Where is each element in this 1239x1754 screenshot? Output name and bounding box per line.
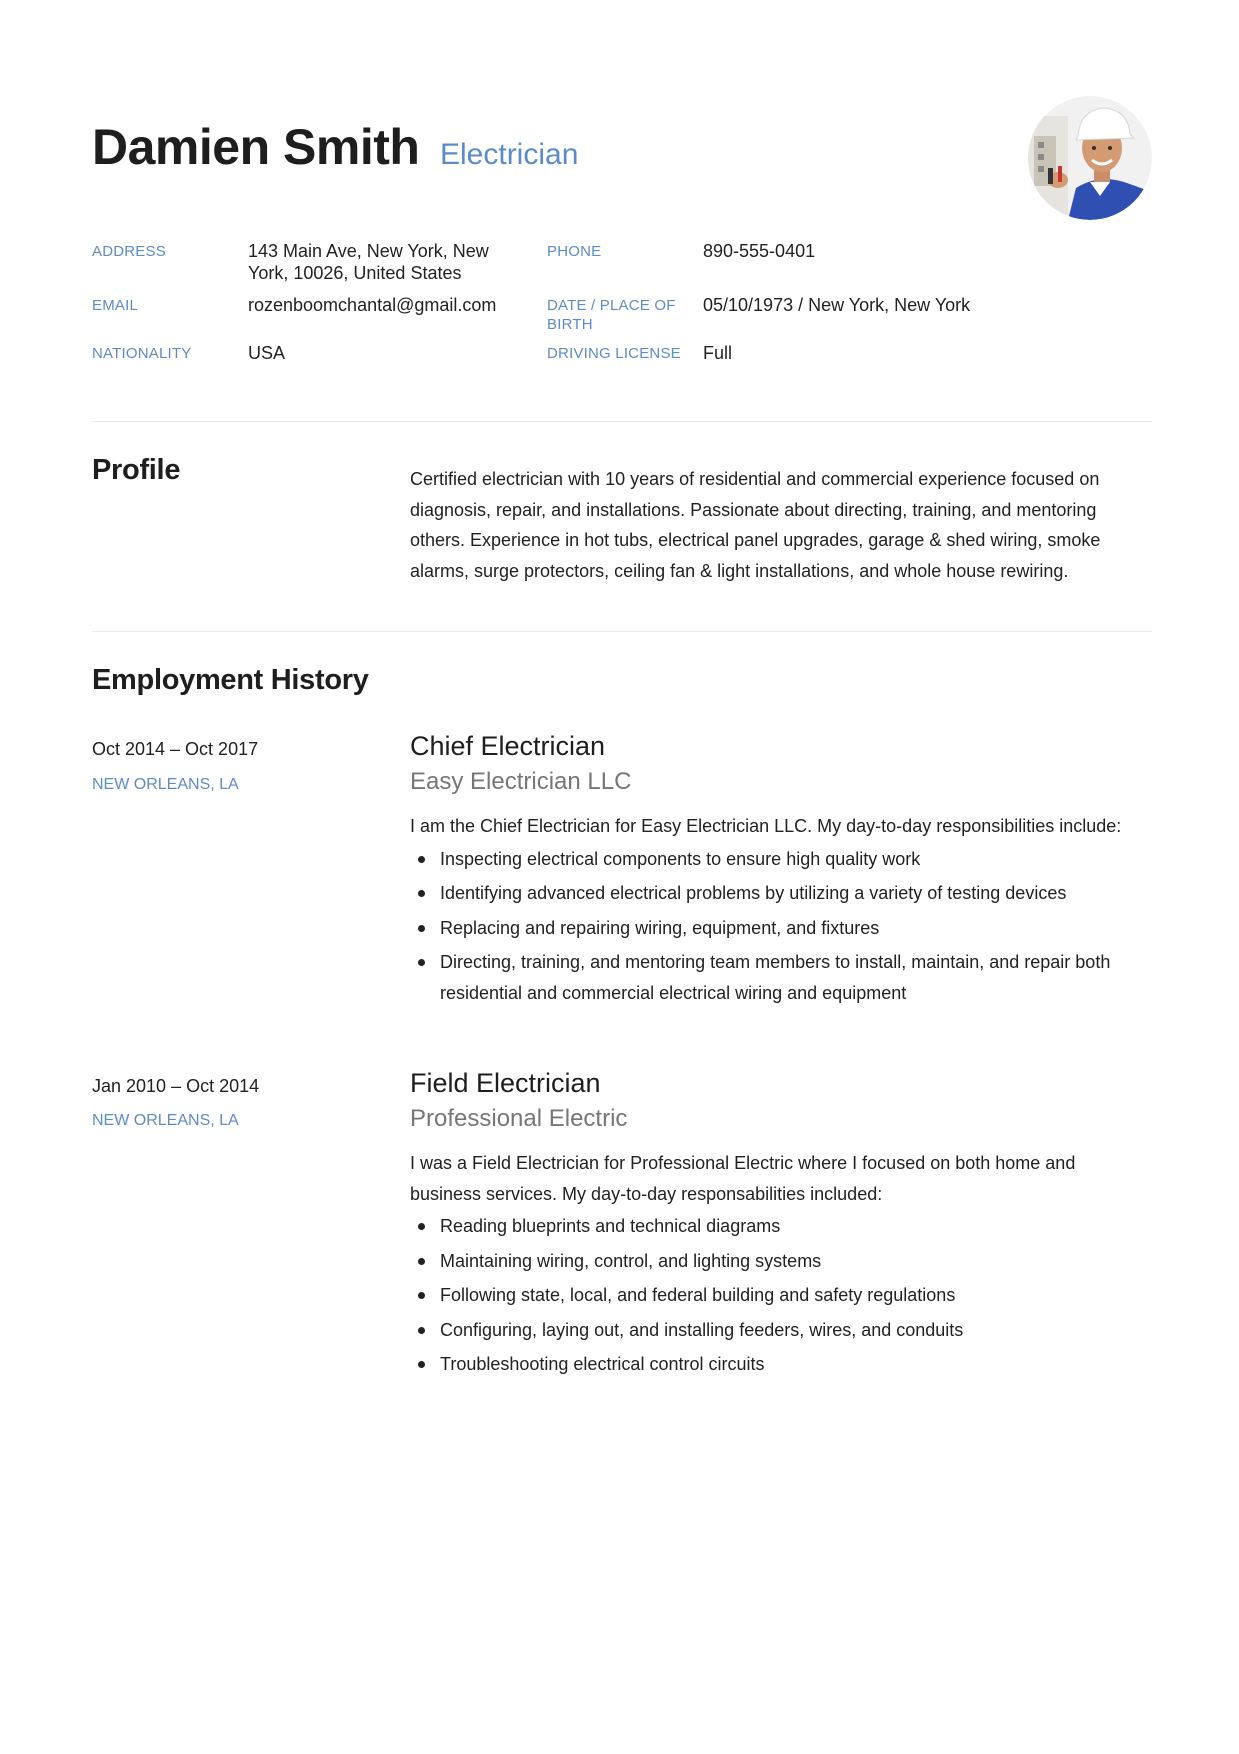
- bullet-icon: [418, 959, 425, 966]
- driving-license-value: Full: [703, 343, 733, 363]
- list-item-text: Troubleshooting electrical control circuits: [440, 1354, 765, 1374]
- email-label: EMAIL: [92, 297, 139, 314]
- bullet-icon: [418, 925, 425, 932]
- dob-label: DATE / PLACE OF BIRTH: [547, 297, 676, 333]
- candidate-job-title: Electrician: [440, 138, 579, 171]
- list-item-text: Configuring, laying out, and installing feeders, wires, and conduits: [440, 1319, 964, 1340]
- driving-license-label: DRIVING LICENSE: [547, 345, 681, 362]
- job-dates: Oct 2014 – Oct 2017: [92, 739, 259, 759]
- list-item: [410, 947, 1140, 1008]
- bullet-icon: [418, 1292, 425, 1299]
- email-value: rozenboomchantal@gmail.com: [248, 295, 497, 315]
- bullet-icon: [418, 856, 425, 863]
- job-location: NEW ORLEANS, LA: [92, 776, 239, 793]
- list-item-text: Directing, training, and mentoring team members to install, maintain, and repair both residential and commercial electrical wiring and equipment: [440, 952, 1111, 1003]
- address-value: 143 Main Ave, New York, New York, 10026, United States: [248, 241, 489, 283]
- list-item: [410, 1211, 1140, 1242]
- nationality-value: USA: [248, 343, 286, 363]
- list-item-text: Inspecting electrical components to ensure high quality work: [440, 848, 921, 869]
- address-label: ADDRESS: [92, 243, 166, 260]
- job-responsibilities-list: [410, 1211, 1140, 1380]
- nationality-label: NATIONALITY: [92, 345, 192, 362]
- divider: [92, 421, 1152, 422]
- job-company: Easy Electrician LLC: [410, 768, 632, 795]
- list-item-text: Replacing and repairing wiring, equipment, and fixtures: [440, 917, 880, 938]
- bullet-icon: [418, 1361, 425, 1368]
- bullet-icon: [418, 1327, 425, 1334]
- divider: [92, 631, 1152, 632]
- profile-summary: Certified electrician with 10 years of residential and commercial experience focused on diagnosis, repair, and installations. Passionate about directing, training, and mentoring others. Experience in hot tubs, electrical panel upgrades, garage & shed wiring, smoke alarms, surge protectors, ceiling fan & light installations, and whole house rewiring.: [410, 469, 1101, 581]
- list-item: [410, 913, 1140, 944]
- job-description: I am the Chief Electrician for Easy Electrician LLC. My day-to-day responsibilities include:: [410, 816, 1122, 836]
- employment-history-heading: Employment History: [92, 664, 369, 696]
- list-item: [410, 1246, 1140, 1277]
- job-responsibilities-list: [410, 844, 1140, 1009]
- profile-heading: Profile: [92, 454, 181, 486]
- avatar-illustration: [1028, 96, 1152, 220]
- job-company: Professional Electric: [410, 1105, 628, 1132]
- job-location: NEW ORLEANS, LA: [92, 1112, 239, 1129]
- list-item-text: Maintaining wiring, control, and lighting systems: [440, 1250, 822, 1271]
- job-entry: [410, 729, 1140, 1012]
- phone-label: PHONE: [547, 243, 602, 260]
- bullet-icon: [418, 890, 425, 897]
- job-description: I was a Field Electrician for Professional Electric where I focused on both home and business services. My day-to-day responsabilities included:: [410, 1153, 1076, 1204]
- list-item: [410, 878, 1140, 909]
- list-item-text: Identifying advanced electrical problems by utilizing a variety of testing devices: [440, 883, 1067, 903]
- candidate-name: Damien Smith: [92, 119, 420, 175]
- list-item: [410, 1349, 1140, 1380]
- list-item-text: Following state, local, and federal building and safety regulations: [440, 1285, 956, 1305]
- bullet-icon: [418, 1258, 425, 1265]
- job-position-title: Chief Electrician: [410, 731, 606, 761]
- dob-value: 05/10/1973 / New York, New York: [703, 295, 971, 315]
- avatar-photo: [1028, 96, 1152, 220]
- list-item: [410, 844, 1140, 875]
- phone-value: 890-555-0401: [703, 241, 816, 261]
- list-item: [410, 1315, 1140, 1346]
- job-entry: [410, 1066, 1140, 1384]
- job-position-title: Field Electrician: [410, 1068, 601, 1098]
- list-item: [410, 1280, 1140, 1311]
- bullet-icon: [418, 1223, 425, 1230]
- list-item-text: Reading blueprints and technical diagrams: [440, 1216, 781, 1236]
- job-dates: Jan 2010 – Oct 2014: [92, 1076, 260, 1096]
